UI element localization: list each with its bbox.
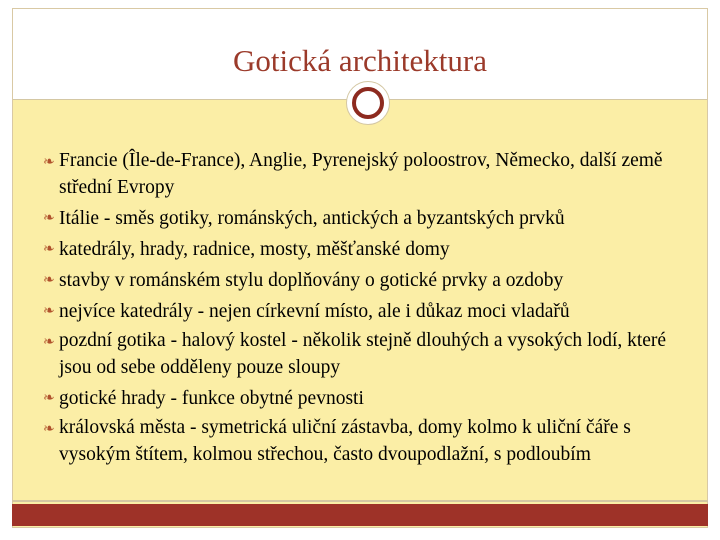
list-item [13,327,707,383]
list-item-text: Itálie - směs gotiky, románských, antických a byzantských prvků [59,208,565,229]
ornament-bullet-icon: ❧ [43,391,55,406]
footer-accent-bar [12,504,708,526]
list-item [13,414,707,470]
list-item [13,234,707,265]
list-item [13,203,707,234]
list-item [13,296,707,327]
list-item [13,147,707,203]
ornament-bullet-icon: ❧ [43,211,55,226]
list-item-text: nejvíce katedrály - nejen církevní místo, ale i důkaz moci vladařů [59,301,570,322]
circle-ornament-icon [352,87,384,119]
list-item-text: gotické hrady - funkce obytné pevnosti [59,388,364,409]
list-item [13,265,707,296]
list-item-text: pozdní gotika - halový kostel - několik stejně dlouhých a vysokých lodí, které jsou od sebe odděleny pouze sloupy [59,330,667,378]
footer-divider [12,500,708,502]
list-item-text: stavby v románském stylu doplňovány o gotické prvky a ozdoby [59,270,564,291]
ornament-bullet-icon: ❧ [43,304,55,319]
slide-title: Gotická architektura [233,43,487,78]
ornament-bullet-icon: ❧ [43,335,55,350]
list-item [13,383,707,414]
bullet-list [13,147,707,470]
ornament-bullet-icon: ❧ [43,273,55,288]
list-item-text: katedrály, hrady, radnice, mosty, měšťanské domy [59,239,450,260]
list-item-text: Francie (Île-de-France), Anglie, Pyrenejský poloostrov, Německo, další země střední Evropy [59,150,663,198]
ornament-bullet-icon: ❧ [43,422,55,437]
slide [12,8,708,528]
list-item-text: královská města - symetrická uliční zástavba, domy kolmo k uliční čáře s vysokým štítem, kolmou střechou, často dvoupodlažní, s podloubím [59,417,631,465]
ornament-bullet-icon: ❧ [43,155,55,170]
ornament-bullet-icon: ❧ [43,242,55,257]
